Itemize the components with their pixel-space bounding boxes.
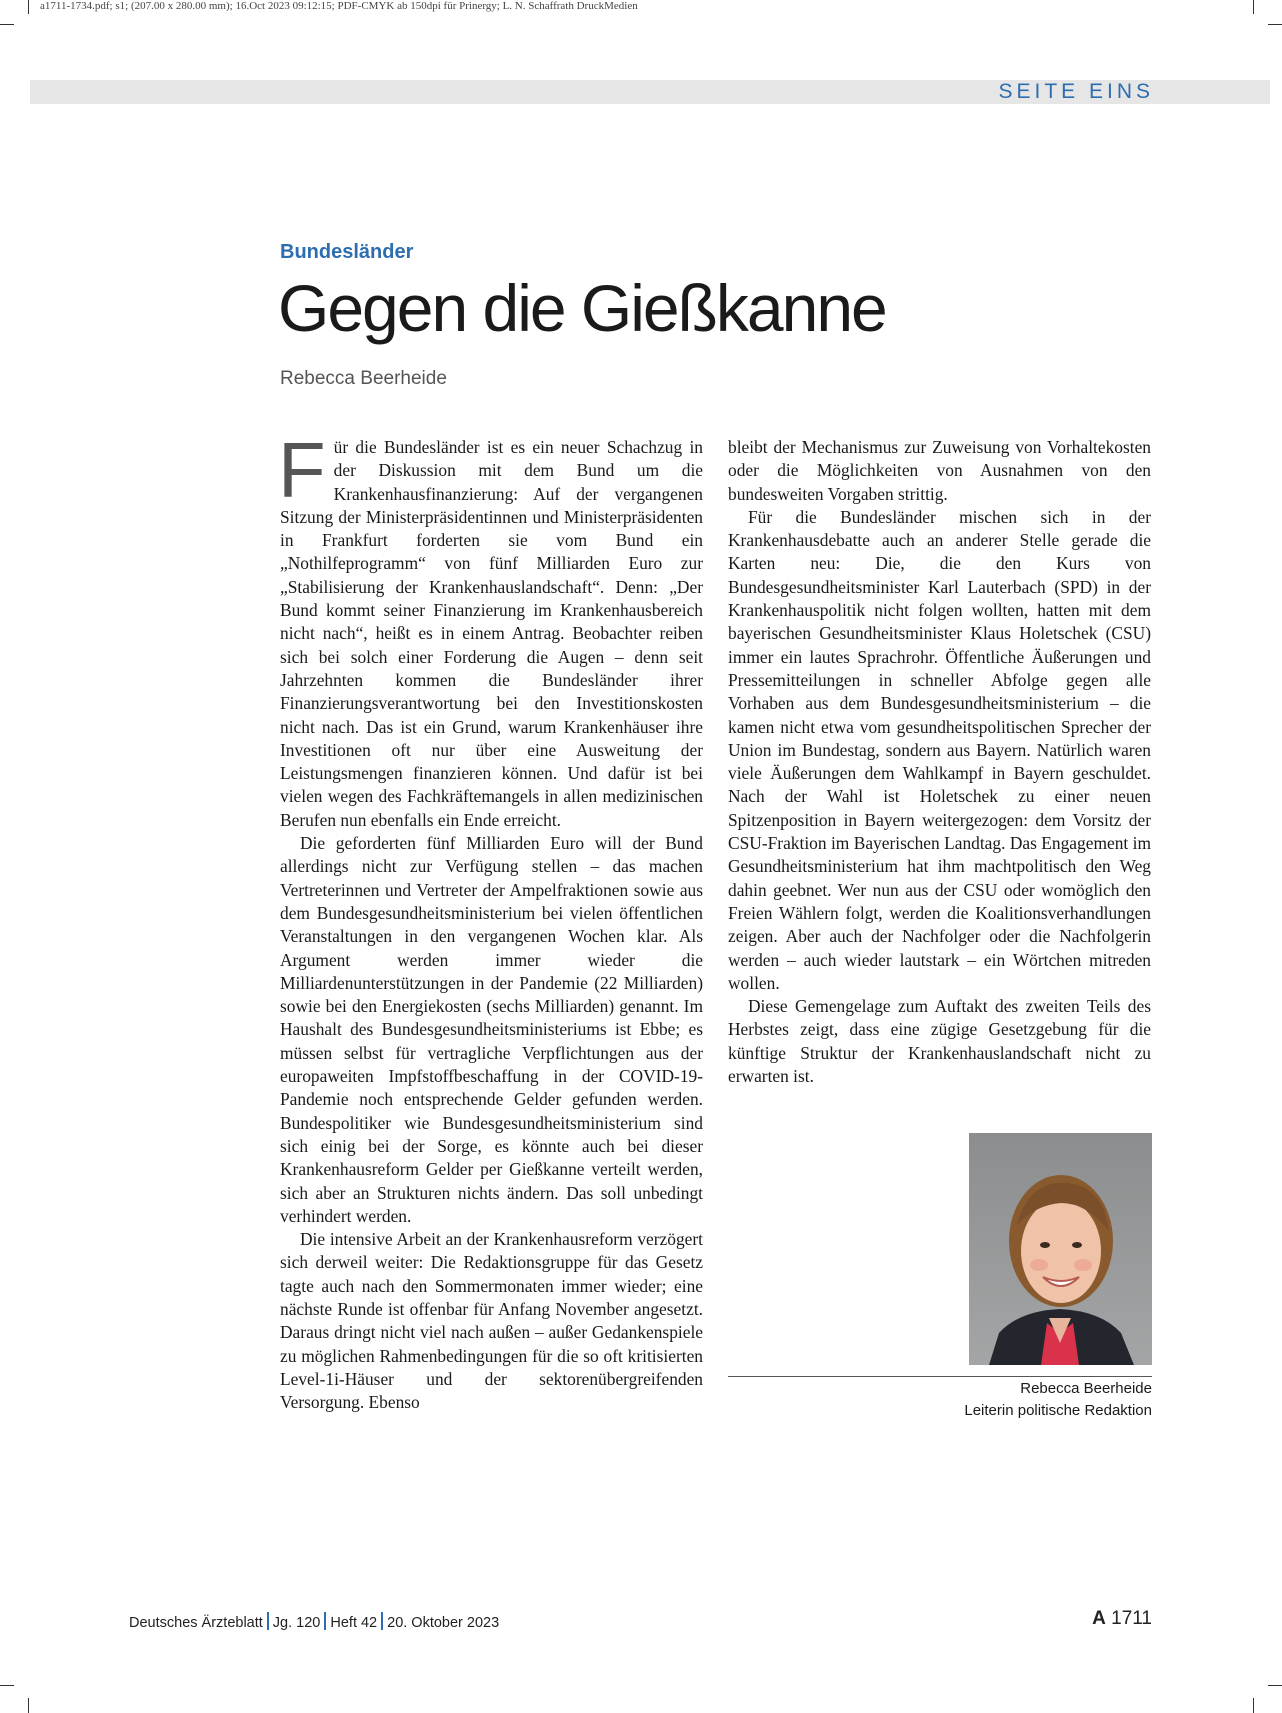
article-paragraph: Für die Bundesländer mischen sich in der Krankenhausdebatte auch an anderer Stelle gerade die Karten neu: Die, die den Kurs von Bundesgesundheitsminister Karl Lauterbach (SPD) in der Krankenhauspolitik nicht folgen wollten, hatten mit dem bayerischen Gesundheitsminister Klaus Holetschek (CSU) immer ein lautes Sprachrohr. Öffentliche Äußerungen und Pressemitteilungen in schneller Abfolge gegen alle Vorhaben aus dem Bundesgesundheitsministerium – die kamen nicht etwa vom gesundheitspolitischen Sprecher der Union im Bundestag, sondern aus Bayern. Natürlich waren viele Äußerungen dem Wahlkampf in Bayern geschuldet. Nach der Wahl ist Holetschek zu einer neuen Spitzenposition in Bayern weitergezogen: dem Vorsitz der CSU-Fraktion im Bayerischen Landtag. Das Engagement im Gesundheitsministerium hat ihm machtpolitisch den Weg dahin geebnet. Wer nun aus der CSU oder womöglich den Freien Wählern folgt, werden die Koalitionsverhandlungen zeigen. Aber auch der Nachfolger oder die Nachfolgerin werden – auch wieder lautstark – ein Wörtchen mitreden wollen. bbox=[728, 506, 1151, 993]
caption-rule bbox=[728, 1376, 1152, 1377]
footer-citation bbox=[129, 1612, 499, 1631]
journal-name: Deutsches Ärzteblatt bbox=[129, 1615, 263, 1631]
article-paragraph: bleibt der Mechanismus zur Zuweisung von Vorhaltekosten oder die Möglichkeiten von Ausnahmen von den bundesweiten Vorgaben strittig. bbox=[728, 437, 1151, 504]
page-number-value: 1711 bbox=[1111, 1608, 1152, 1629]
page-prefix: A bbox=[1092, 1608, 1106, 1629]
crop-mark bbox=[1253, 0, 1254, 14]
crop-mark bbox=[1253, 1698, 1254, 1713]
footer-separator bbox=[381, 1612, 383, 1630]
print-slug: a1711-1734.pdf; s1; (207.00 x 280.00 mm); 16.Oct 2023 09:12:15; PDF-CMYK ab 150dpi für Prinergy; L. N. Schaffrath DruckMedien bbox=[40, 0, 638, 12]
journal-issue: Heft 42 bbox=[330, 1615, 378, 1631]
article-column-left bbox=[278, 426, 703, 1414]
crop-mark bbox=[0, 1685, 14, 1686]
crop-mark bbox=[0, 24, 14, 25]
crop-mark bbox=[28, 0, 29, 14]
article-paragraph: Die intensive Arbeit an der Krankenhausreform verzögert sich derweil weiter: Die Redaktionsgruppe für das Gesetz tagte auch nach den Sommermonaten immer wieder; eine nächste Runde ist offenbar für Anfang November angesetzt. Daraus dringt nicht viel nach außen – außer Gedankenspiele zu möglichen Rahmenbedingungen für die so oft kritisierten Level-1i-Häuser und der sektorenübergreifenden Versorgung. Ebenso bbox=[280, 1229, 703, 1413]
article-column-right bbox=[728, 436, 1151, 1088]
footer-separator bbox=[267, 1612, 269, 1630]
section-label: SEITE EINS bbox=[998, 80, 1154, 103]
page-number bbox=[1092, 1608, 1152, 1630]
article-title: Gegen die Gießkanne bbox=[278, 271, 886, 345]
crop-mark bbox=[1268, 1685, 1282, 1686]
paragraph-text: ür die Bundesländer ist es ein neuer Schachzug in der Diskussion mit dem Bund um die Krankenhausfinanzierung: Auf der vergangenen Sitzung der Ministerpräsidentinnen und Ministerpräsidenten in Frankfurt forderten sie vom Bund ein „Nothilfeprogramm“ von fünf Milliarden Euro zur „Stabilisierung der Krankenhauslandschaft“. Denn: „Der Bund kommt seiner Finanzierung im Krankenhausbereich nicht nach“, heißt es in einem Antrag. Beobachter reiben sich bei solch einer Forderung die Augen – denn seit Jahrzehnten kommen die Bundesländer ihrer Finanzierungsverantwortung bei den Investitionskosten nicht nach. Das ist ein Grund, warum Krankenhäuser ihre Investitionen oft nur über eine Ausweitung der Leistungsmengen finanzieren können. Und dafür ist bei vielen wegen des Fachkräftemangels in allen medizinischen Berufen nun ebenfalls ein Ende erreicht. bbox=[280, 437, 703, 830]
crop-mark bbox=[28, 1698, 29, 1713]
footer-separator bbox=[324, 1612, 326, 1630]
author-photo bbox=[969, 1133, 1152, 1365]
article-paragraph: Die geforderten fünf Milliarden Euro will der Bund allerdings nicht zur Verfügung stellen – das machen Vertreterinnen und Vertreter der Ampelfraktionen sowie aus dem Bundesgesundheitsministerium bei vielen öffentlichen Veranstaltungen in den vergangenen Wochen klar. Als Argument werden immer wieder die Milliardenunterstützungen in der Pandemie (22 Milliarden) sowie bei den Energiekosten (sechs Milliarden) genannt. Im Haushalt des Bundesgesundheitsministeriums ist Ebbe; es müssen selbst für vertragliche Verpflichtungen aus der europaweiten Impfstoffbeschaffung in der COVID-19-Pandemie noch entsprechende Gelder gefunden werden. Bundespolitiker wie Bundesgesundheitsministerium sind sich einig bei der Sorge, es könnte auch bei dieser Krankenhausreform Gelder per Gießkanne verteilt werden, sich aber an Strukturen nichts ändern. Das soll unbedingt verhindert werden. bbox=[280, 833, 703, 1226]
crop-mark bbox=[1268, 24, 1282, 25]
journal-date: 20. Oktober 2023 bbox=[387, 1615, 500, 1631]
article-paragraph bbox=[278, 426, 703, 832]
article-kicker: Bundesländer bbox=[280, 241, 414, 263]
photo-caption bbox=[964, 1378, 1152, 1422]
journal-volume: Jg. 120 bbox=[272, 1615, 321, 1631]
caption-role: Leiterin politische Redaktion bbox=[964, 1402, 1152, 1419]
article-byline: Rebecca Beerheide bbox=[280, 368, 447, 389]
drop-cap: F bbox=[278, 426, 326, 514]
author-portrait-illustration bbox=[969, 1133, 1152, 1365]
caption-name: Rebecca Beerheide bbox=[1020, 1380, 1152, 1397]
article-paragraph: Diese Gemengelage zum Auftakt des zweiten Teils des Herbstes zeigt, dass eine zügige Gesetzgebung für die künftige Struktur der Krankenhauslandschaft nicht zu erwarten ist. bbox=[728, 996, 1151, 1087]
